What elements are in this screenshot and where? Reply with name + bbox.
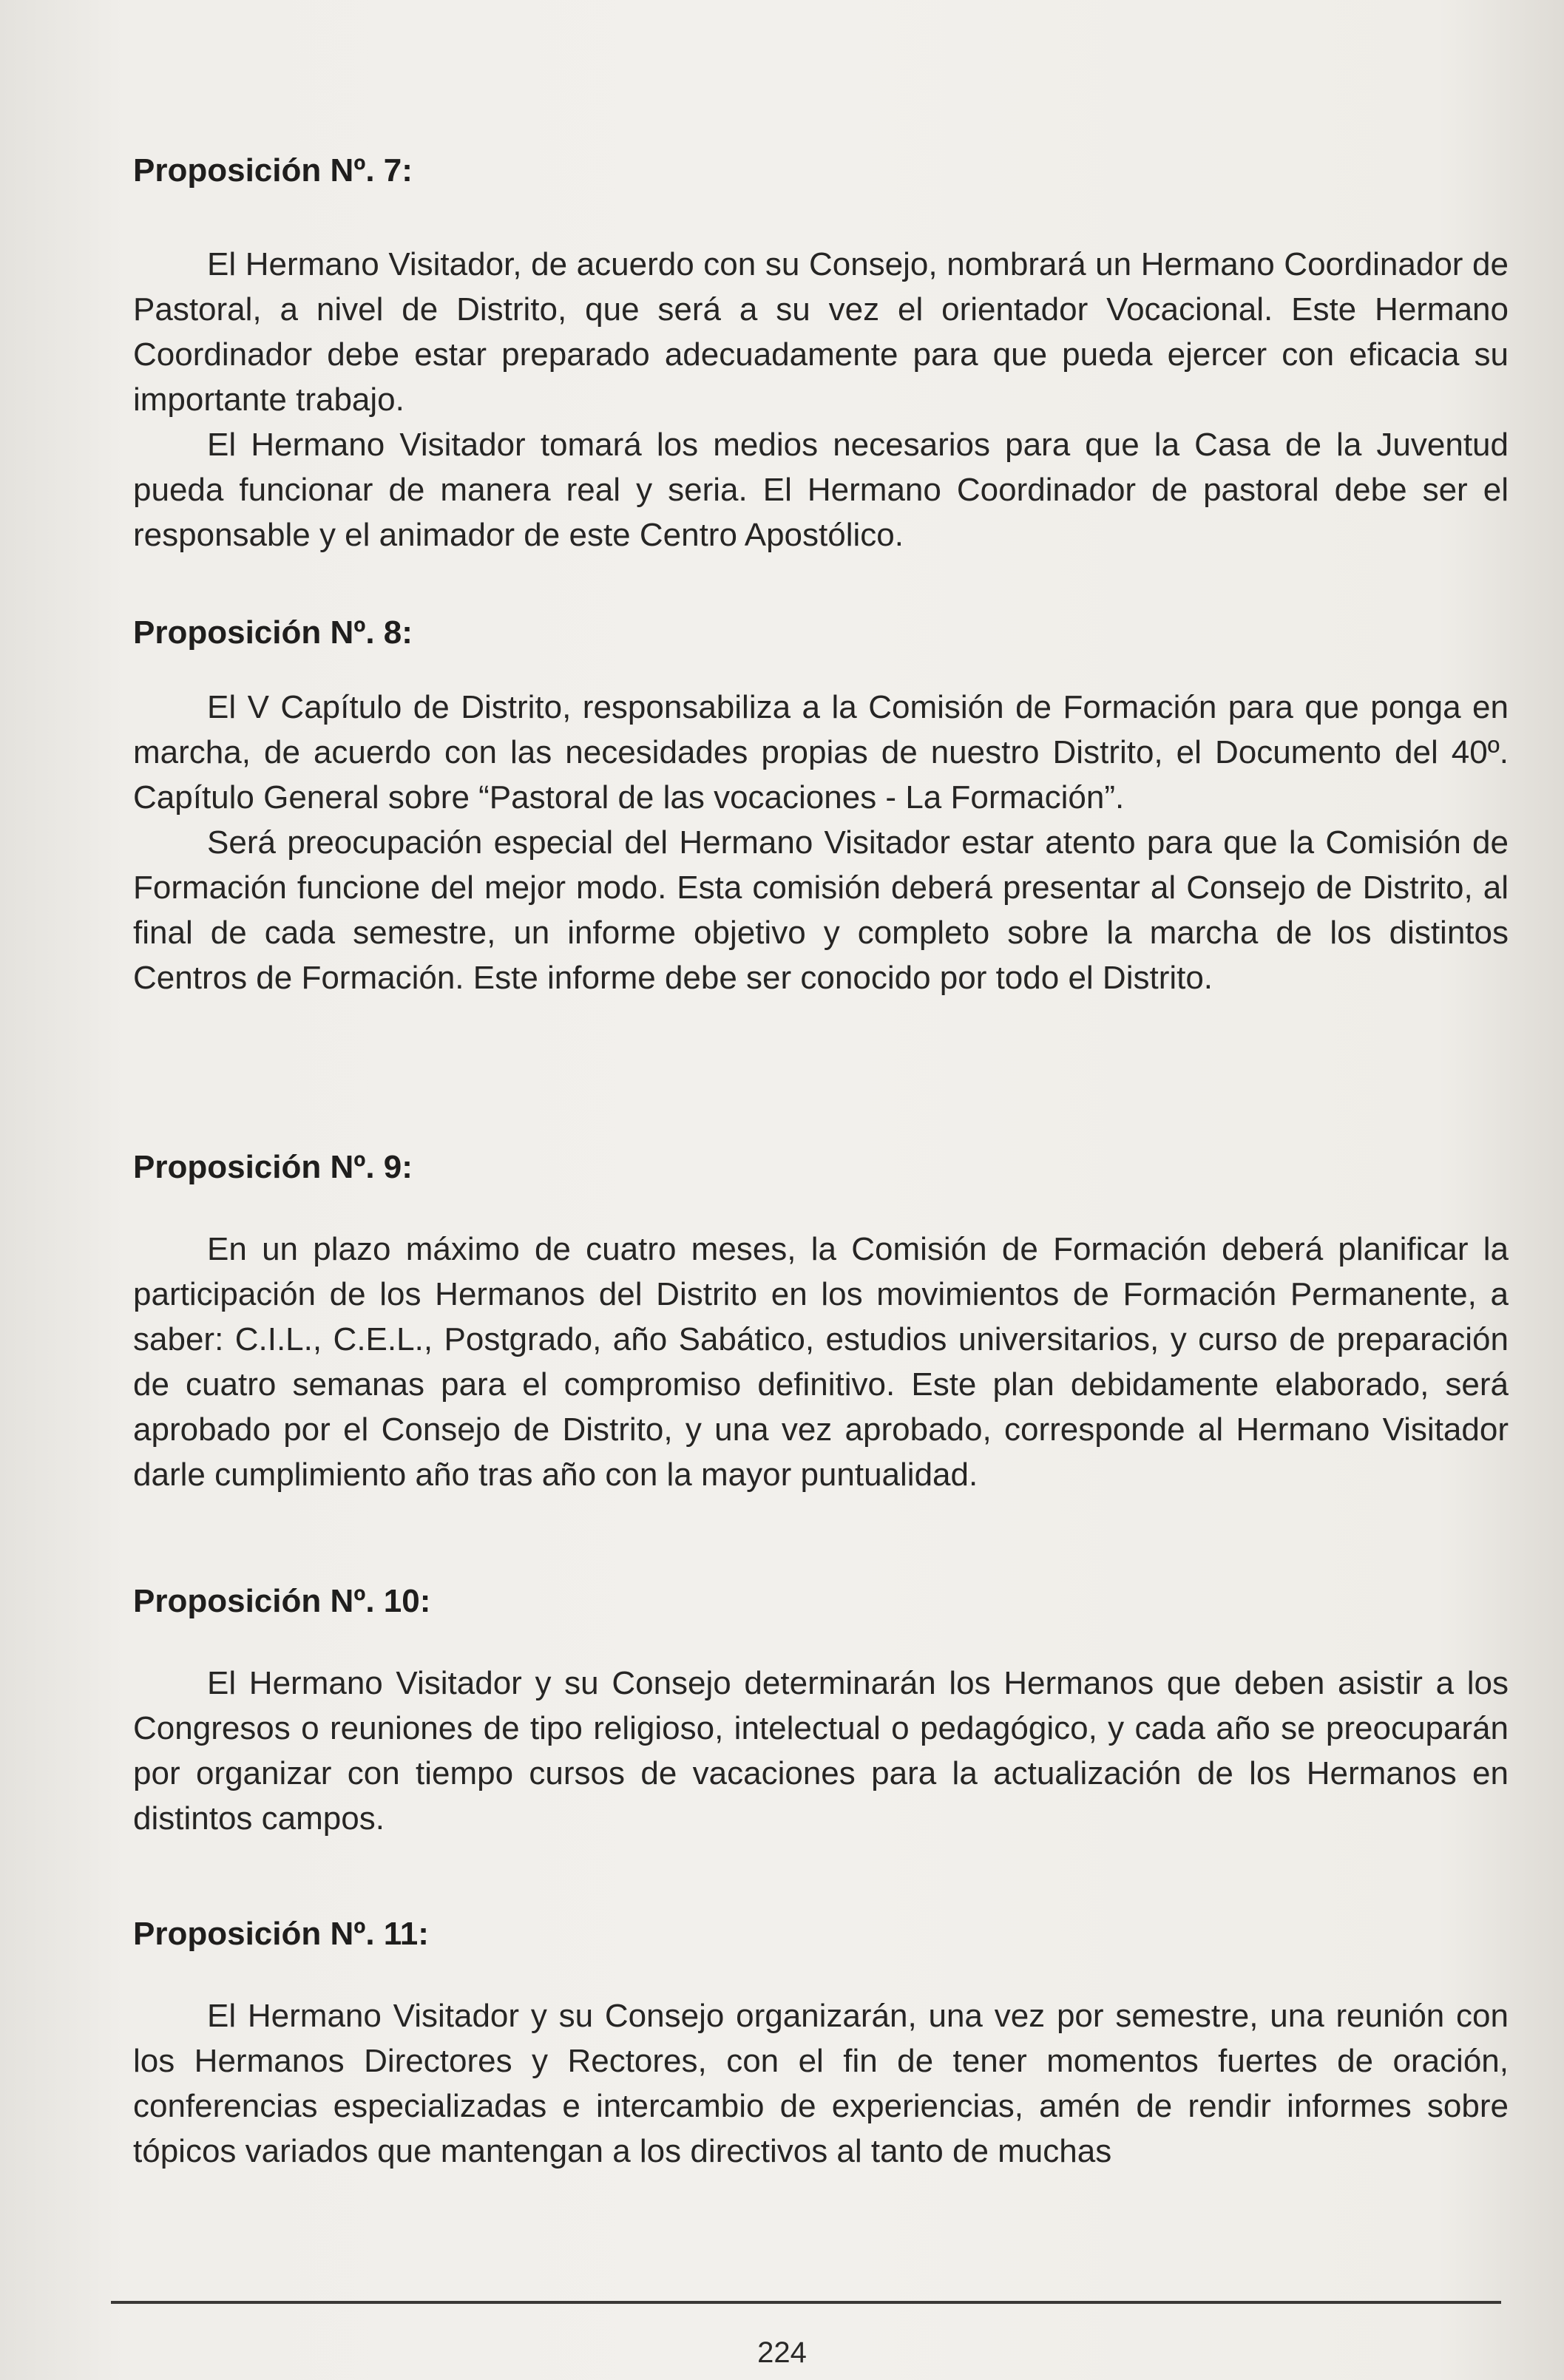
section-paragraph: En un plazo máximo de cuatro meses, la Comisión de Formación deberá planificar la participación de los Hermanos del Distrito en los movimientos de Formación Permanente, a saber: C.I.L., C.E.L., Postgrado, año Sabático, estudios universitarios, y curso de preparación de cuatro semanas para el compromiso definitivo. Este plan debidamente elaborado, será aprobado por el Consejo de Distrito, y una vez aprobado, corresponde al Hermano Visitador darle cumplimiento año tras año con la mayor puntualidad. [133,1231,1509,1493]
section-heading: Proposición Nº. 7: [133,152,413,189]
section-paragraph: Será preocupación especial del Hermano Visitador estar atento para que la Comisión de Formación funcione del mejor modo. Esta comisión deberá presentar al Consejo de Distrito, al final de cada semestre, un informe objetivo y completo sobre la marcha de los distintos Centros de Formación. Este informe debe ser conocido por todo el Distrito. [133,824,1509,996]
section-heading: Proposición Nº. 10: [133,1583,431,1619]
section-heading: Proposición Nº. 8: [133,614,413,651]
section-proposicion-11 [133,1911,1509,2174]
section-proposicion-10 [133,1579,1509,1841]
section-proposicion-9 [133,1145,1509,1497]
section-paragraph: El Hermano Visitador, de acuerdo con su Consejo, nombrará un Hermano Coordinador de Pastoral, a nivel de Distrito, que será a su vez el orientador Vocacional. Este Hermano Coordinador debe estar preparado adecuadamente para que pueda ejercer con eficacia su importante trabajo. [133,246,1509,418]
section-proposicion-8 [133,610,1509,1000]
section-heading: Proposición Nº. 9: [133,1149,413,1185]
page-number: 224 [757,2336,807,2369]
section-paragraph: El V Capítulo de Distrito, responsabiliza a la Comisión de Formación para que ponga en marcha, de acuerdo con las necesidades propias de nuestro Distrito, el Documento del 40º. Capítulo General sobre “Pastoral de las vocaciones - La Formación”. [133,689,1509,816]
section-heading: Proposición Nº. 11: [133,1916,429,1952]
section-paragraph: El Hermano Visitador tomará los medios necesarios para que la Casa de la Juventud pueda funcionar de manera real y seria. El Hermano Coordinador de pastoral debe ser el responsable y el animador de este Centro Apostólico. [133,427,1509,553]
section-paragraph: El Hermano Visitador y su Consejo determinarán los Hermanos que deben asistir a los Congresos o reuniones de tipo religioso, intelectual o pedagógico, y cada año se preocuparán por organizar con tiempo cursos de vacaciones para la actualización de los Hermanos en distintos campos. [133,1665,1509,1837]
footer-rule [111,2301,1501,2304]
section-proposicion-7 [133,148,1509,557]
section-paragraph: El Hermano Visitador y su Consejo organizarán, una vez por semestre, una reunión con los Hermanos Directores y Rectores, con el fin de tener momentos fuertes de oración, conferencias especializadas e intercambio de experiencias, amén de rendir informes sobre tópicos variados que mantengan a los directivos al tanto de muchas [133,1998,1509,2169]
